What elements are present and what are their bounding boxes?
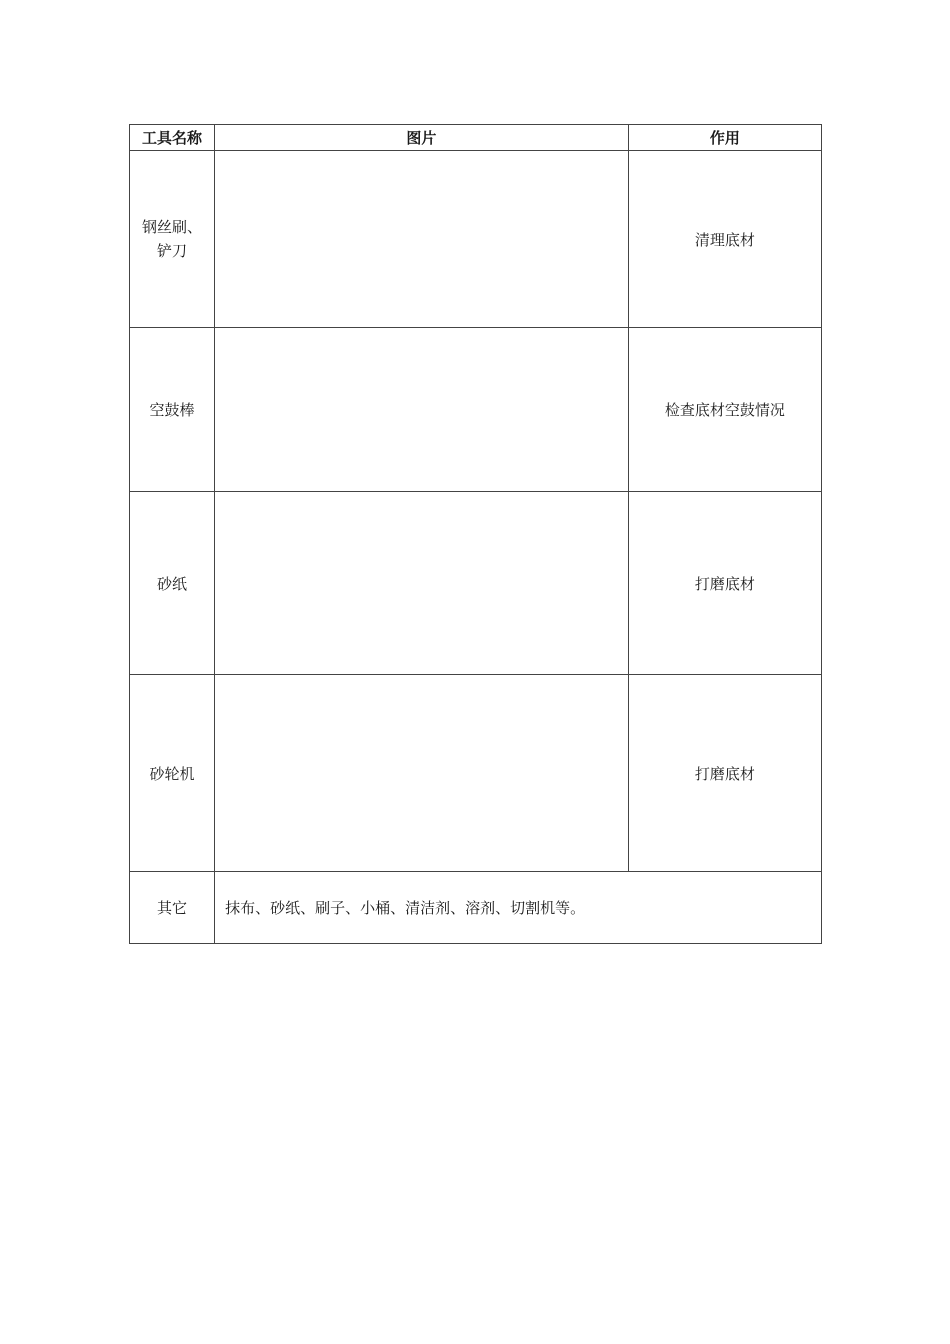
table-row: [130, 328, 822, 492]
picture-cell: [215, 675, 629, 872]
header-picture: 图片: [215, 125, 629, 151]
table-row-other: [130, 872, 822, 944]
picture-cell: [215, 328, 629, 492]
tool-name-line: 钢丝刷、: [142, 218, 203, 236]
other-text-cell: 抹布、砂纸、刷子、小桶、清洁剂、溶剂、切割机等。: [215, 872, 822, 944]
tool-name-cell: 砂纸: [130, 492, 215, 675]
table-row: [130, 675, 822, 872]
other-label-cell: 其它: [130, 872, 215, 944]
table-header-row: [130, 125, 822, 151]
tools-table: [129, 124, 822, 944]
table-row: [130, 151, 822, 328]
tool-use-cell: 打磨底材: [628, 675, 821, 872]
tool-use-cell: 检查底材空鼓情况: [628, 328, 821, 492]
tool-name-cell: [130, 151, 215, 328]
picture-cell: [215, 151, 629, 328]
tool-use-cell: 清理底材: [628, 151, 821, 328]
table-row: [130, 492, 822, 675]
tool-name-cell: 空鼓棒: [130, 328, 215, 492]
tool-name-cell: 砂轮机: [130, 675, 215, 872]
picture-cell: [215, 492, 629, 675]
tool-name-line: 铲刀: [157, 242, 188, 260]
header-use: 作用: [628, 125, 821, 151]
tool-use-cell: 打磨底材: [628, 492, 821, 675]
header-tool-name: 工具名称: [130, 125, 215, 151]
